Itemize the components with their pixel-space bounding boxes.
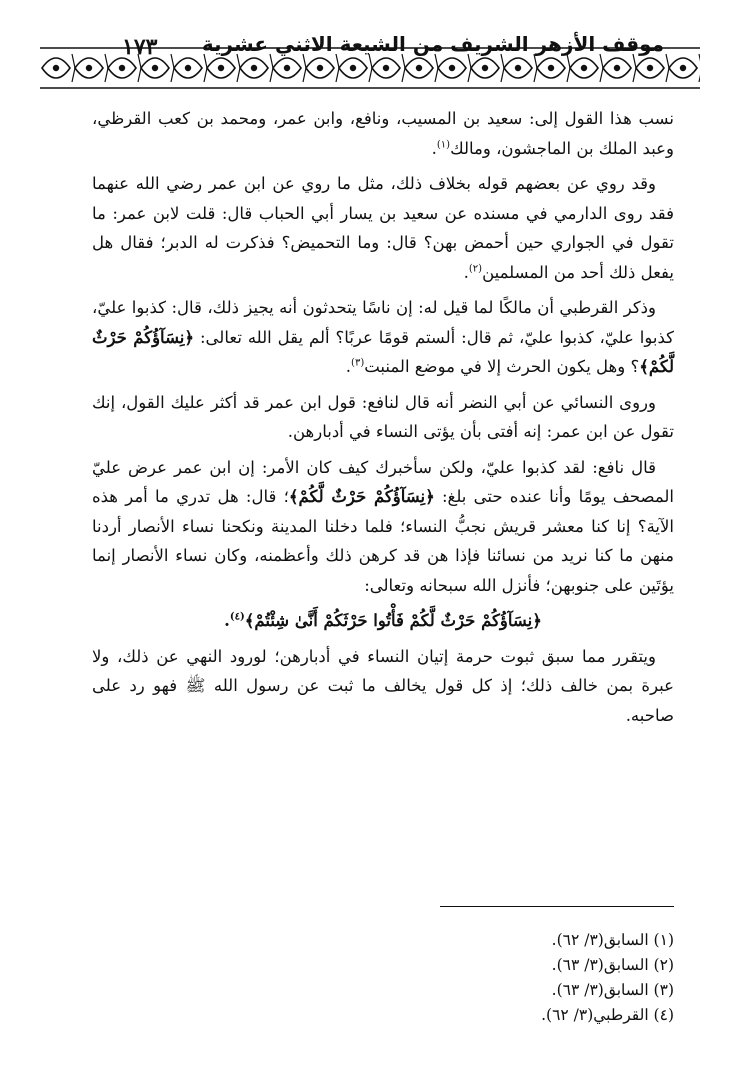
paragraph-6: ﴿نِسَآؤُكُمْ حَرْثٌ لَّكُمْ فَأْتُوا حَرْثَكُمْ أَنَّىٰ شِئْتُمْ﴾$^{(٤)}$. bbox=[224, 611, 542, 630]
page-number: ١٧٣ bbox=[122, 34, 158, 60]
paragraph-4: وروى النسائي عن أبي النضر أنه قال لنافع: قول ابن عمر قد أكثر عليك القول، إنك تقول عن ابن عمر: إنه أفتى بأن يؤتى النساء في أدبارهن. bbox=[92, 392, 674, 441]
ornament-dot bbox=[350, 65, 356, 71]
footnote-ref-1: (١) bbox=[436, 139, 451, 150]
ornament-dot bbox=[251, 65, 257, 71]
ornament-dot bbox=[53, 65, 59, 71]
quran-verse: ﴿نِسَآؤُكُمْ حَرْثٌ لَّكُمْ فَأْتُوا حَرْثَكُمْ أَنَّىٰ شِئْتُمْ﴾ bbox=[244, 611, 542, 630]
ornament-dot bbox=[218, 65, 224, 71]
quran-verse: ﴿نِسَآؤُكُمْ حَرْثٌ لَّكُمْ﴾ bbox=[92, 327, 674, 376]
book-title: موقف الأزهر الشريف من الشيعة الاثني عشرية bbox=[201, 32, 664, 56]
ornament-dot bbox=[647, 65, 653, 71]
main-text bbox=[92, 104, 674, 736]
ornament-dot bbox=[548, 65, 554, 71]
decorative-border-ornament bbox=[40, 44, 700, 92]
ornament-dot bbox=[614, 65, 620, 71]
ornament-dot bbox=[416, 65, 422, 71]
quran-verse: ﴿نِسَآؤُكُمْ حَرْثٌ لَّكُمْ﴾ bbox=[288, 487, 435, 506]
ornament-dot bbox=[581, 65, 587, 71]
footnote-divider bbox=[440, 906, 674, 907]
ornament-dot bbox=[383, 65, 389, 71]
ornament-dot bbox=[119, 65, 125, 71]
footnote-ref-3: (٣) bbox=[351, 357, 365, 369]
footnote-1: (١) السابق(٣/ ٦٢). bbox=[551, 931, 674, 949]
ornament-dot bbox=[515, 65, 521, 71]
footnote-4: (٤) القرطبي(٣/ ٦٢). bbox=[541, 1006, 674, 1024]
paragraph-7: ويتقرر مما سبق ثبوت حرمة إتيان النساء في أدبارهن؛ لورود النهي عن ذلك، ولا عبرة بمن خالف ذلك؛ إذ كل قول يخالف ما ثبت عن رسول الله ﷺ فهو رد على صاحبه. bbox=[92, 646, 674, 725]
ornament-dot bbox=[680, 65, 686, 71]
ornament-dot bbox=[86, 65, 92, 71]
ornament-dot bbox=[482, 65, 488, 71]
paragraph-1: نسب هذا القول إلى: سعيد بن المسيب، ونافع، وابن عمر، ومحمد بن كعب القرظي، وعبد الملك بن الماجشون، ومالك$^{(١)}$. bbox=[92, 109, 674, 158]
paragraph-3: وذكر القرطبي أن مالكًا لما قيل له: إن ناسًا يتحدثون أنه يجيز ذلك، قال: كذبوا عليّ، كذبوا عليّ، كذبوا عليّ، ثم قال: ألستم قومًا عربًا؟ ألم يقل الله تعالى: ﴿نِسَآؤُكُمْ حَرْثٌ لَّكُمْ﴾؟ وهل يكون الحرث إلا في موضع المنبت$^{(٣)}$. bbox=[92, 298, 674, 376]
ornament-dot bbox=[284, 65, 290, 71]
paragraph-5: قال نافع: لقد كذبوا عليّ، ولكن سأخبرك كيف كان الأمر: إن ابن عمر عرض عليّ المصحف يومًا وأنا عنده حتى بلغ: ﴿نِسَآؤُكُمْ حَرْثٌ لَّكُمْ﴾؛ قال: هل تدري ما أمر هذه الآية؟ إنا كنا معشر قريش نجبُّ النساء؛ فلما دخلنا المدينة ونكحنا نساء الأنصار أردنا منهن ما كنا نريد من نسائنا فإذا هن قد كرهن ذلك وأعظمنه، وكان نساء الأنصار إنما يؤتَين على جنوبهن؛ فأنزل الله سبحانه وتعالى: bbox=[92, 457, 674, 595]
ornament-dot bbox=[185, 65, 191, 71]
footnote-ref-4: (٤) bbox=[229, 611, 245, 623]
footnote-2: (٢) السابق(٣/ ٦٣). bbox=[551, 956, 674, 974]
footnote-ref-2: (٢) bbox=[468, 263, 483, 274]
paragraph-2: وقد روي عن بعضهم قوله بخلاف ذلك، مثل ما روي عن ابن عمر رضي الله عنهما فقد روى الدارمي في مسنده عن سعيد بن يسار أبي الحباب قال: قلت لابن عمر: ما تقول في الجواري حين أحمض بهن؟ قال: وما التحميض؟ فذكرت له الدبر؛ فقال هل يفعل ذلك أحد من المسلمين$^{(٢)}$. bbox=[92, 174, 674, 282]
ornament-dot bbox=[317, 65, 323, 71]
footnote-3: (٣) السابق(٣/ ٦٣). bbox=[551, 981, 674, 999]
ornament-dot bbox=[449, 65, 455, 71]
ornament-stem bbox=[699, 54, 700, 82]
footnotes bbox=[440, 928, 674, 1028]
ornament-dot bbox=[152, 65, 158, 71]
